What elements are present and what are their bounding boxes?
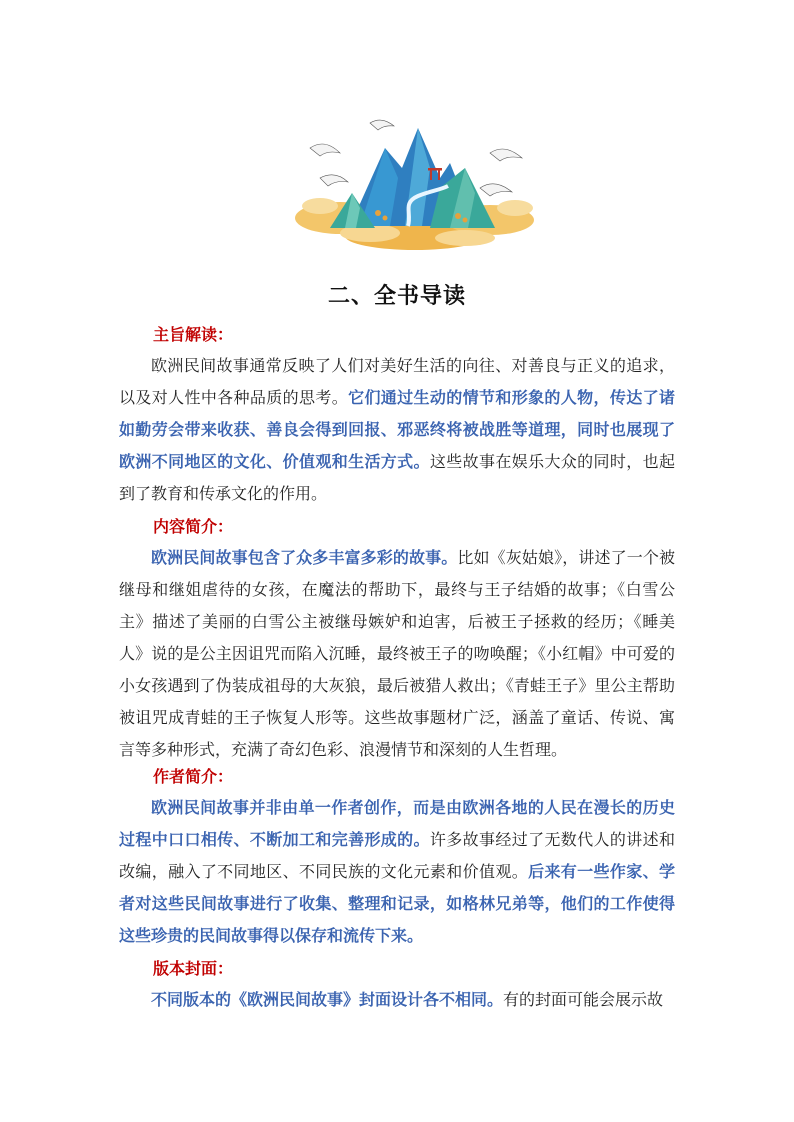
paragraph-segment: 许多故事经过了无数代人的讲述和改编，融入了不同地区、不同民族的文化元素和价值观。 xyxy=(119,830,675,881)
paragraph-segment: 这些故事在娱乐大众的同时，也起到了教育和传承文化的作用。 xyxy=(119,452,675,503)
page-title: 二、全书导读 xyxy=(327,284,466,309)
section-heading-cover: 版本封面： xyxy=(153,959,234,978)
paragraph-highlight: 欧洲民间故事包含了众多丰富多彩的故事。 xyxy=(151,548,458,567)
section-paragraph-author xyxy=(119,792,675,952)
paragraph-highlight: 后来有一些作家、学者对这些民间故事进行了收集、整理和记录，如格林兄弟等，他们的工作使得这些珍贵的民间故事得以保存和流传下来。 xyxy=(119,862,675,945)
section-heading-theme: 主旨解读： xyxy=(153,325,234,344)
section-heading-content: 内容简介： xyxy=(153,517,234,536)
paragraph-highlight: 不同版本的《欧洲民间故事》封面设计各不相同。 xyxy=(151,990,504,1009)
paragraph-segment: 比如《灰姑娘》，讲述了一个被继母和继姐虐待的女孩，在魔法的帮助下，最终与王子结婚的故事；《白雪公主》描述了美丽的白雪公主被继母嫉妒和迫害，后被王子拯救的经历；《睡美人》说的是公主因诅咒而陷入沉睡，最终被王子的吻唤醒；《小红帽》中可爱的小女孩遇到了伪装成祖母的大灰狼，最后被猎人救出；《青蛙王子》里公主帮助被诅咒成青蛙的王子恢复人形等。这些故事题材广泛，涵盖了童话、传说、寓言等多种形式，充满了奇幻色彩、浪漫情节和深刻的人生哲理。 xyxy=(119,548,675,759)
paragraph-segment: 欧洲民间故事通常反映了人们对美好生活的向往、对善良与正义的追求，以及对人性中各种品质的思考。 xyxy=(119,356,675,407)
paragraph-highlight: 欧洲民间故事并非由单一作者创作，而是由欧洲各地的人民在漫长的历史过程中口口相传、不断加工和完善形成的。 xyxy=(119,798,675,849)
section-paragraph-theme xyxy=(119,350,675,510)
mountain-icon xyxy=(330,128,495,228)
section-paragraph-cover xyxy=(119,984,675,1016)
paragraph-segment: 有的封面可能会展示故 xyxy=(503,990,664,1009)
section-heading-author: 作者简介： xyxy=(153,767,234,786)
paragraph-highlight: 它们通过生动的情节和形象的人物，传达了诸如勤劳会带来收获、善良会得到回报、邪恶终将被战胜等道理，同时也展现了欧洲不同地区的文化、价值观和生活方式。 xyxy=(119,388,675,471)
section-paragraph-content xyxy=(119,542,675,766)
landscape-mountains-cranes-icon xyxy=(290,108,540,258)
